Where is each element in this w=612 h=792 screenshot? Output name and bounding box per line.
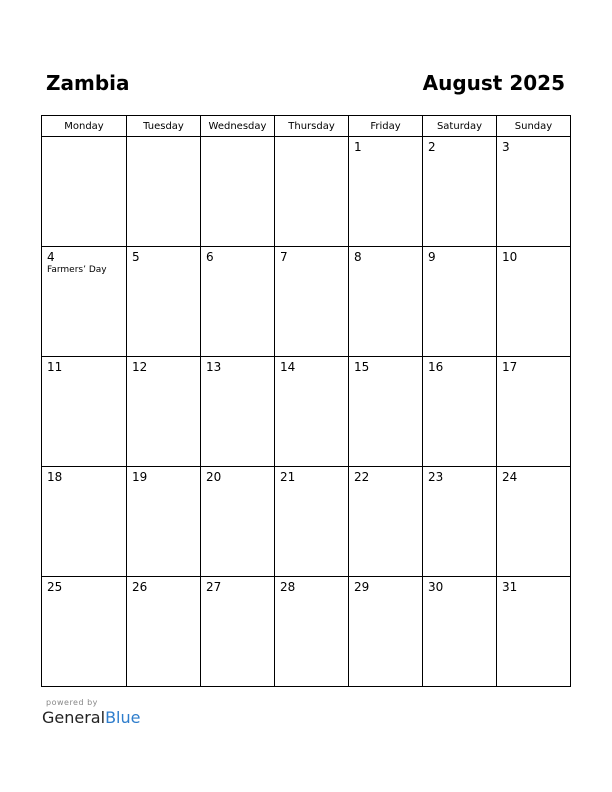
day-cell xyxy=(423,247,497,357)
day-number: 25 xyxy=(47,580,63,594)
day-number: 10 xyxy=(502,250,518,264)
day-number: 12 xyxy=(132,360,148,374)
day-cell xyxy=(349,137,423,247)
day-cell xyxy=(42,247,127,357)
brand-general-text: General xyxy=(42,708,106,727)
day-cell xyxy=(201,357,275,467)
week-row xyxy=(42,247,571,357)
day-number: 15 xyxy=(354,360,370,374)
day-cell xyxy=(127,357,201,467)
day-cell xyxy=(497,137,571,247)
day-number: 19 xyxy=(132,470,148,484)
day-number: 23 xyxy=(428,470,444,484)
day-cell xyxy=(423,467,497,577)
day-number: 5 xyxy=(132,250,140,264)
day-number: 21 xyxy=(280,470,296,484)
day-number: 7 xyxy=(280,250,288,264)
weekday-header: Monday xyxy=(42,116,127,137)
day-number: 29 xyxy=(354,580,370,594)
day-cell xyxy=(201,467,275,577)
day-cell xyxy=(349,247,423,357)
day-cell xyxy=(201,137,275,247)
day-number: 11 xyxy=(47,360,63,374)
day-cell xyxy=(349,467,423,577)
day-cell xyxy=(42,467,127,577)
day-number: 17 xyxy=(502,360,518,374)
day-cell xyxy=(423,357,497,467)
calendar-body xyxy=(42,137,571,687)
day-number: 27 xyxy=(206,580,222,594)
day-cell xyxy=(423,137,497,247)
day-number: 26 xyxy=(132,580,148,594)
weekday-header: Sunday xyxy=(497,116,571,137)
day-number: 16 xyxy=(428,360,444,374)
day-number: 24 xyxy=(502,470,518,484)
day-number: 2 xyxy=(428,140,436,154)
day-cell xyxy=(275,357,349,467)
day-number: 22 xyxy=(354,470,370,484)
brand-logo xyxy=(42,708,140,727)
day-cell xyxy=(275,577,349,687)
weekday-header: Tuesday xyxy=(127,116,201,137)
day-cell xyxy=(42,137,127,247)
month-title: August 2025 xyxy=(422,71,565,95)
day-cell xyxy=(423,577,497,687)
day-cell xyxy=(127,137,201,247)
week-row xyxy=(42,577,571,687)
day-number: 28 xyxy=(280,580,296,594)
day-cell xyxy=(497,247,571,357)
weekday-header: Friday xyxy=(349,116,423,137)
week-row xyxy=(42,137,571,247)
day-cell xyxy=(127,247,201,357)
day-number: 20 xyxy=(206,470,222,484)
day-cell xyxy=(349,577,423,687)
country-title: Zambia xyxy=(46,71,130,95)
day-cell xyxy=(42,577,127,687)
calendar-grid xyxy=(41,115,571,687)
day-cell xyxy=(42,357,127,467)
day-cell xyxy=(275,467,349,577)
powered-by-text: powered by xyxy=(46,698,98,707)
day-number: 6 xyxy=(206,250,214,264)
week-row xyxy=(42,467,571,577)
weekday-header: Wednesday xyxy=(201,116,275,137)
day-cell xyxy=(201,247,275,357)
day-cell xyxy=(275,247,349,357)
week-row xyxy=(42,357,571,467)
day-cell xyxy=(497,357,571,467)
day-cell xyxy=(349,357,423,467)
day-number: 18 xyxy=(47,470,63,484)
day-number: 13 xyxy=(206,360,222,374)
brand-blue-text: Blue xyxy=(105,708,141,727)
day-cell xyxy=(127,467,201,577)
day-number: 14 xyxy=(280,360,296,374)
day-cell xyxy=(497,467,571,577)
day-number: 30 xyxy=(428,580,444,594)
weekday-header-row xyxy=(42,116,571,137)
day-cell xyxy=(127,577,201,687)
weekday-header: Saturday xyxy=(423,116,497,137)
day-number: 8 xyxy=(354,250,362,264)
day-cell xyxy=(275,137,349,247)
day-number: 1 xyxy=(354,140,362,154)
day-number: 31 xyxy=(502,580,518,594)
day-cell xyxy=(497,577,571,687)
weekday-header: Thursday xyxy=(275,116,349,137)
holiday-label: Farmers’ Day xyxy=(47,265,107,275)
day-cell xyxy=(201,577,275,687)
day-number: 4 xyxy=(47,250,55,264)
day-number: 9 xyxy=(428,250,436,264)
day-number: 3 xyxy=(502,140,510,154)
